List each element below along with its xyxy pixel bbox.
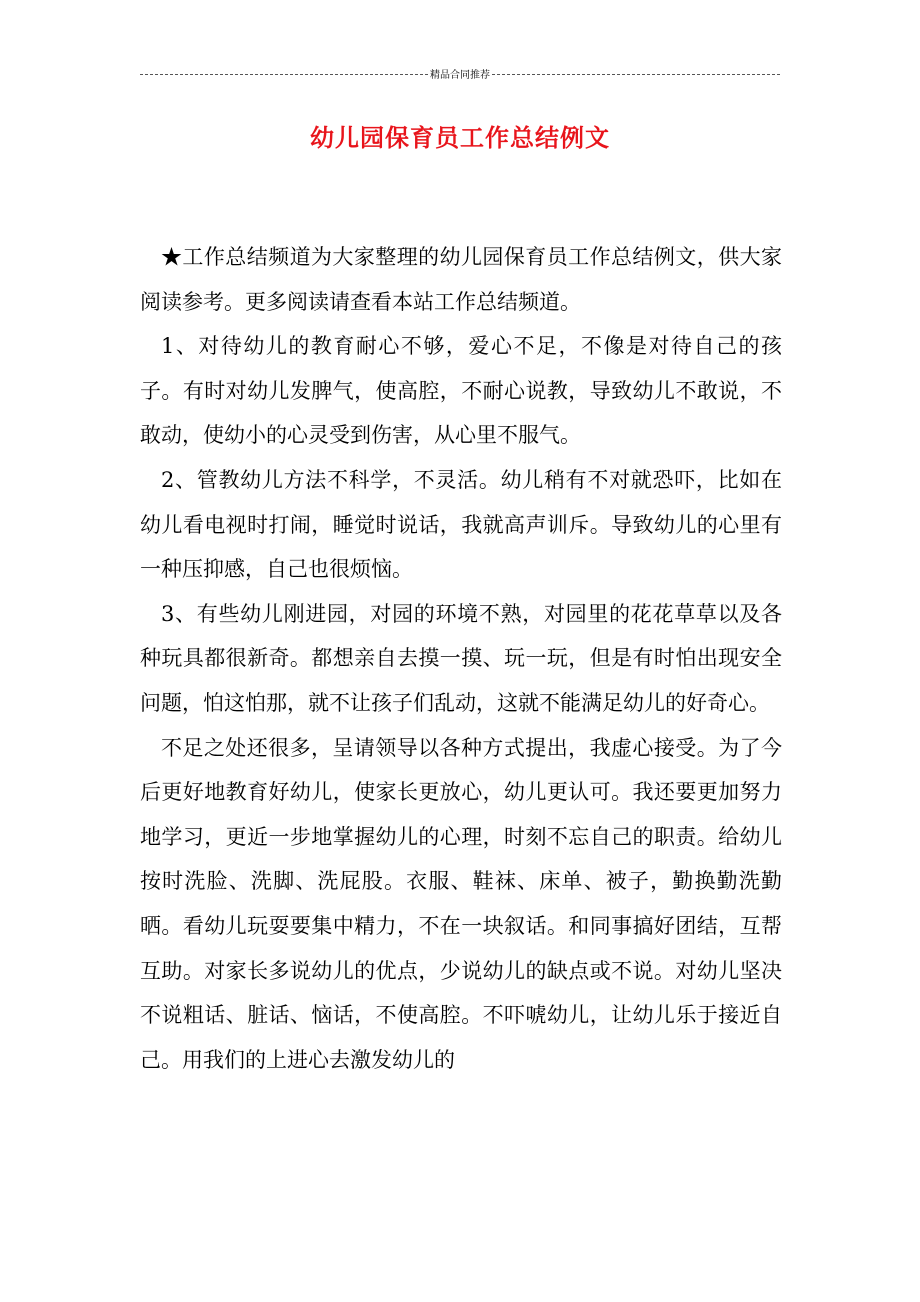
header-dash-left [140,74,428,75]
paragraph-item-2: 2、管教幼儿方法不科学，不灵活。幼儿稍有不对就恐吓，比如在幼儿看电视时打闹，睡觉时说话，我就高声训斥。导致幼儿的心里有一种压抑感，自己也很烦恼。 [140,467,782,582]
paragraph-conclusion: 不足之处还很多，呈请领导以各种方式提出，我虚心接受。为了今后更好地教育好幼儿，使家长更放心，幼儿更认可。我还要更加努力地学习，更近一步地掌握幼儿的心理，时刻不忘自己的职责。给幼儿按时洗脸、洗脚、洗屁股。衣服、鞋袜、床单、被子，勤换勤洗勤晒。看幼儿玩耍要集中精力，不在一块叙话。和同事搞好团结，互帮互助。对家长多说幼儿的优点，少说幼儿的缺点或不说。对幼儿坚决不说粗话、脏话、恼话，不使高腔。不吓唬幼儿，让幼儿乐于接近自己。用我们的上进心去激发幼儿的 [140,735,782,1072]
document-title: 幼儿园保育员工作总结例文 [310,123,610,152]
header-label: 精品合同推荐 [430,70,490,81]
paragraph-item-3: 3、有些幼儿刚进园，对园的环境不熟，对园里的花花草草以及各种玩具都很新奇。都想亲自去摸一摸、玩一玩，但是有时怕出现安全问题，怕这怕那，就不让孩子们乱动，这就不能满足幼儿的好奇心。 [140,601,782,715]
header-dash-right [492,74,780,75]
paragraph-intro: ★工作总结频道为大家整理的幼儿园保育员工作总结例文，供大家阅读参考。更多阅读请查看本站工作总结频道。 [140,245,782,314]
document-body [140,235,782,1082]
paragraph-item-1: 1、对待幼儿的教育耐心不够，爱心不足，不像是对待自己的孩子。有时对幼儿发脾气，使高腔，不耐心说教，导致幼儿不敢说，不敢动，使幼小的心灵受到伤害，从心里不服气。 [140,334,782,448]
page-header [140,66,780,81]
